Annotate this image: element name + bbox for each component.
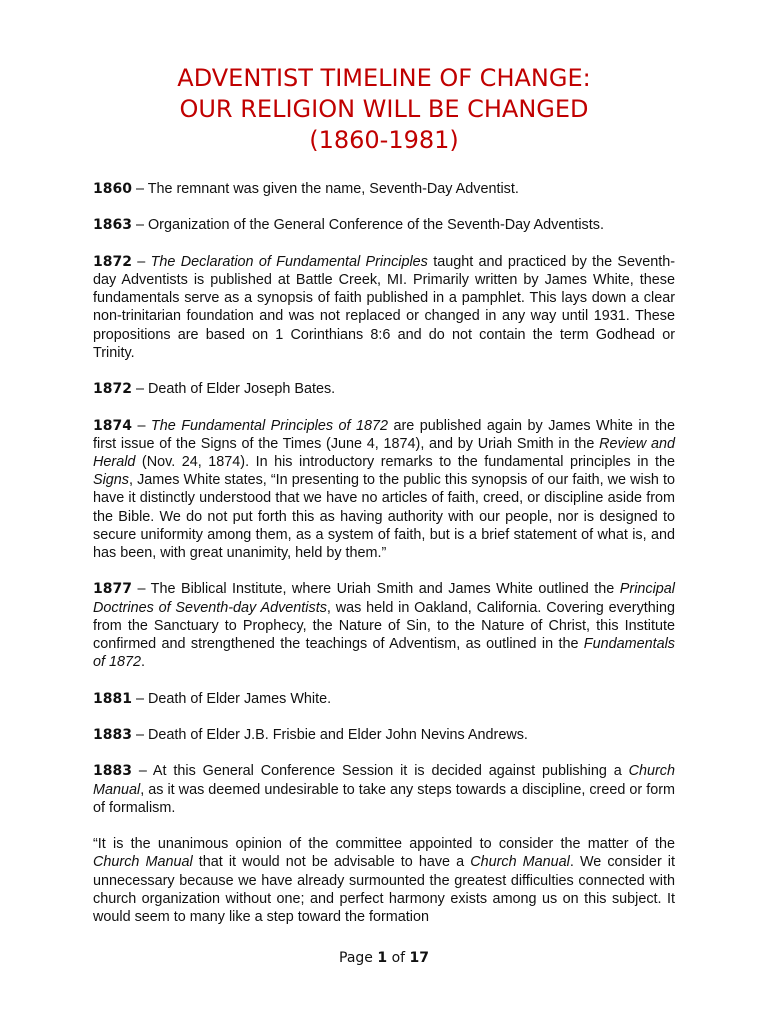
current-page-number: 1 — [377, 950, 388, 966]
entry-text: , James White states, “In presenting to the public this synopsis of our faith, we wish to have it distinctly understood that we have no articles of faith, creed, or discipline aside from the Bible. We do not put forth this as having authority with our people, nor is designed to secure uniformity among them, as a system of faith, but is a brief statement of what is, and has been, with great unanimity, held by them.” — [93, 472, 675, 561]
italic-title: Church Manual — [470, 854, 570, 871]
entry-text: “It is the unanimous opinion of the committee appointed to consider the matter of the — [93, 836, 675, 853]
entry-year: 1877 — [93, 581, 132, 598]
entry-text: . — [141, 654, 146, 671]
entry-text: – The Biblical Institute, where Uriah Smith and James White outlined the — [131, 581, 620, 598]
document-title — [0, 63, 768, 156]
entry-text: (Nov. 24, 1874). In his introductory remarks to the fundamental principles in the — [135, 453, 675, 470]
italic-title: Church Manual — [93, 763, 675, 798]
timeline-entry — [93, 417, 675, 563]
entry-text: , was held in Oakland, California. Covering everything from the Sanctuary to Prophecy, the Nature of Sin, to the Nature of Christ, this Institute confirmed and strengthened the teachings of Adventism, as outlined in the — [93, 599, 676, 652]
entry-text: – At this General Conference Session it is decided against publishing a — [131, 763, 629, 780]
entry-year: 1883 — [93, 763, 132, 780]
entry-year: 1863 — [93, 217, 132, 234]
page-word: Page — [339, 950, 373, 966]
entry-text: are published again by James White in the first issue of the Signs of the Times (June 4, 1874), and by Uriah Smith in the — [93, 417, 675, 452]
entry-text: – Death of Elder Joseph Bates. — [131, 381, 336, 398]
entry-text: that it would not be advisable to have a — [192, 854, 471, 871]
timeline-entry — [93, 380, 675, 398]
timeline-entry — [93, 762, 675, 817]
entry-year: 1874 — [93, 417, 132, 434]
italic-title: Fundamentals of 1872 — [93, 636, 675, 671]
entry-text: – Organization of the General Conference of the Seventh-Day Adventists. — [131, 217, 604, 234]
quote-paragraph — [93, 835, 675, 926]
timeline-body — [93, 180, 675, 944]
timeline-entry — [93, 690, 675, 708]
timeline-entry — [93, 253, 675, 362]
italic-title: Signs — [93, 472, 129, 489]
entry-text: , as it was deemed undesirable to take any steps towards a discipline, creed or form of formalism. — [93, 781, 675, 816]
timeline-entry — [93, 216, 675, 234]
entry-year: 1883 — [93, 726, 132, 743]
entry-text: – Death of Elder J.B. Frisbie and Elder John Nevins Andrews. — [131, 726, 528, 743]
timeline-entry — [93, 726, 675, 744]
italic-title: The Declaration of Fundamental Principles — [150, 253, 428, 270]
entry-year: 1860 — [93, 181, 132, 197]
title-line-3: (1860-1981) — [309, 126, 459, 154]
timeline-entry — [93, 580, 675, 671]
entry-year: 1872 — [93, 381, 132, 398]
italic-title: The Fundamental Principles of 1872 — [150, 417, 389, 434]
entry-text: – Death of Elder James White. — [131, 690, 332, 707]
page-footer — [0, 950, 768, 966]
italic-title: Principal Doctrines of Seventh-day Adventists — [93, 581, 675, 616]
entry-text: – The remnant was given the name, Seventh-Day Adventist. — [131, 181, 519, 197]
entry-year: 1881 — [93, 690, 132, 707]
of-word: of — [391, 950, 406, 966]
timeline-entry — [93, 180, 675, 198]
entry-text: . We consider it unnecessary because we have already surmounted the greatest difficulties connected with church organization without one; and perfect harmony exists among us on this subject. It would seem to many like a step toward the formation — [93, 854, 675, 925]
entry-year: 1872 — [93, 253, 132, 270]
entry-text: – — [131, 417, 151, 434]
title-line-2: OUR RELIGION WILL BE CHANGED — [179, 95, 589, 123]
title-line-1: ADVENTIST TIMELINE OF CHANGE: — [177, 64, 591, 92]
italic-title: Review and Herald — [93, 435, 675, 470]
entry-text: – — [131, 253, 151, 270]
entry-text: taught and practiced by the Seventh-day Adventists is published at Battle Creek, MI. Primarily written by James White, these fundamentals serve as a synopsis of faith published in a pamphlet. This lays down a clear non-trinitarian foundation and was not replaced or changed in any way until 1931. These propositions are based on 1 Corinthians 8:6 and do not contain the term Godhead or Trinity. — [93, 253, 676, 361]
total-pages: 17 — [409, 950, 429, 966]
italic-title: Church Manual — [93, 854, 193, 871]
